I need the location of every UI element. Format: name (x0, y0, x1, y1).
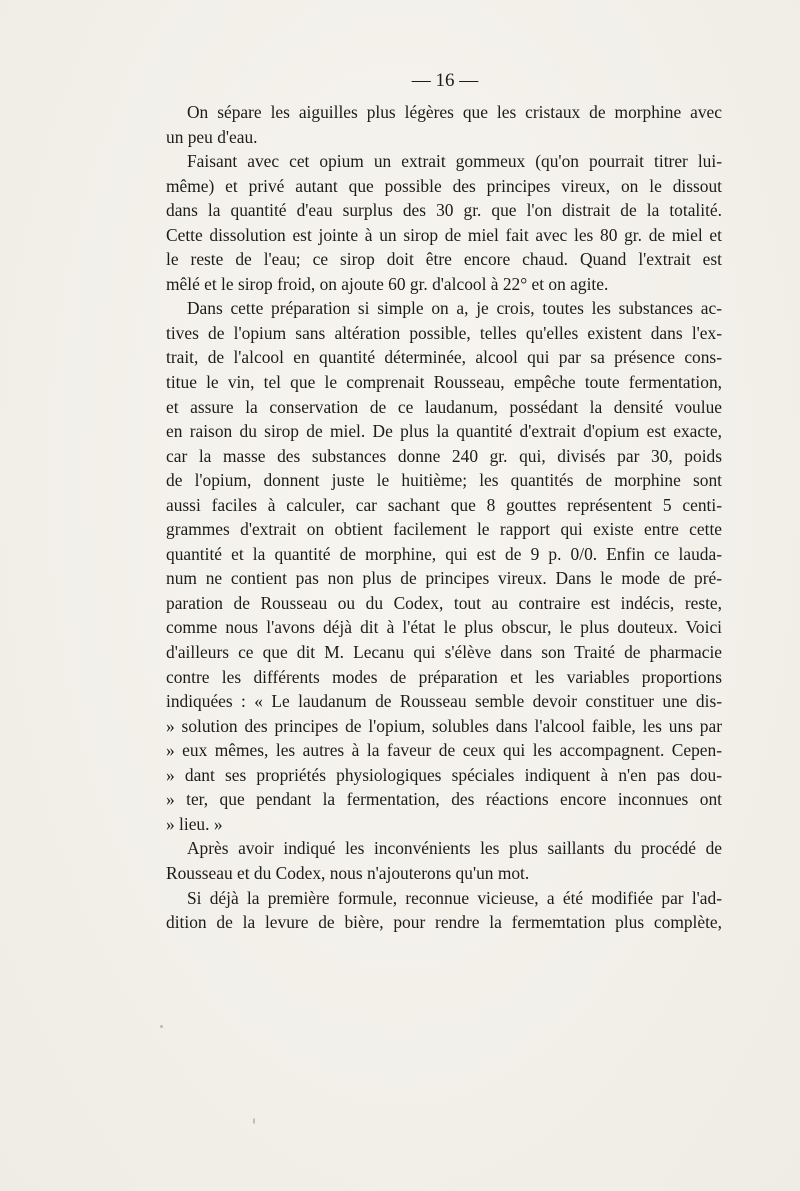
text-line: titue le vin, tel que le comprenait Rousseau, empêche toute fermentation, (166, 372, 722, 393)
paper-speck (160, 1025, 163, 1028)
text-line: quantité et la quantité de morphine, qui est de 9 p. 0/0. Enfin ce lauda- (166, 543, 722, 564)
text-line: Après avoir indiqué les inconvénients les plus saillants du procédé de (187, 838, 722, 859)
paper-speck (253, 1118, 255, 1124)
text-line: Cette dissolution est jointe à un sirop de miel fait avec les 80 gr. de miel et (166, 224, 722, 245)
text-line: même) et privé autant que possible des principes vireux, on le dissout (166, 175, 722, 196)
text-line: comme nous l'avons déjà dit à l'état le plus obscur, le plus douteux. Voici (166, 617, 722, 638)
text-line: Dans cette préparation si simple on a, je crois, toutes les substances ac- (187, 298, 722, 319)
text-line: dition de la levure de bière, pour rendre la fermemtation plus complète, (166, 912, 722, 933)
text-line: » lieu. » (166, 813, 223, 834)
text-line: d'ailleurs ce que dit M. Lecanu qui s'élève dans son Traité de pharmacie (166, 642, 722, 663)
text-line: trait, de l'alcool en quantité déterminée, alcool qui par sa présence cons- (166, 347, 722, 368)
text-line: » solution des principes de l'opium, solubles dans l'alcool faible, les uns par (166, 715, 722, 736)
text-line: en raison du sirop de miel. De plus la quantité d'extrait d'opium est exacte, (166, 421, 722, 442)
text-line: Si déjà la première formule, reconnue vicieuse, a été modifiée par l'ad- (187, 887, 722, 908)
text-line: Rousseau et du Codex, nous n'ajouterons qu'un mot. (166, 862, 530, 883)
text-line: le reste de l'eau; ce sirop doit être encore chaud. Quand l'extrait est (166, 249, 722, 270)
text-line: car la masse des substances donne 240 gr. qui, divisés par 30, poids (166, 445, 722, 466)
text-line: contre les différents modes de préparation et les variables proportions (166, 666, 722, 687)
text-line: paration de Rousseau ou du Codex, tout au contraire est indécis, reste, (166, 592, 722, 613)
text-line: On sépare les aiguilles plus légères que les cristaux de morphine avec (187, 102, 722, 122)
text-line: dans la quantité d'eau surplus des 30 gr. que l'on distrait de la totalité. (166, 200, 722, 221)
text-line: num ne contient pas non plus de principes vireux. Dans le mode de pré- (166, 568, 722, 589)
text-line: » ter, que pendant la fermentation, des réactions encore inconnues ont (166, 789, 722, 810)
text-line: grammes d'extrait on obtient facilement le rapport qui existe entre cette (166, 519, 722, 540)
text-line: mêlé et le sirop froid, on ajoute 60 gr. d'alcool à 22° et on agite. (166, 273, 609, 294)
text-line: tives de l'opium sans altération possible, telles qu'elles existent dans l'ex- (166, 322, 722, 343)
text-line: et assure la conservation de ce laudanum, possédant la densité voulue (166, 396, 722, 417)
text-line: Faisant avec cet opium un extrait gommeux (qu'on pourrait titrer lui- (187, 151, 722, 172)
page-number: — 16 — (411, 70, 479, 91)
body-text (166, 100, 722, 935)
text-line: » eux mêmes, les autres à la faveur de ceux qui les accompagnent. Cepen- (166, 740, 722, 761)
text-line: de l'opium, donnent juste le huitième; les quantités de morphine sont (166, 470, 722, 491)
text-line: indiquées : « Le laudanum de Rousseau semble devoir constituer une dis- (166, 691, 722, 712)
text-line: » dant ses propriétés physiologiques spéciales indiquent à n'en pas dou- (166, 764, 722, 785)
text-line: aussi faciles à calculer, car sachant que 8 gouttes représentent 5 centi- (166, 494, 722, 515)
text-line: un peu d'eau. (166, 126, 258, 147)
